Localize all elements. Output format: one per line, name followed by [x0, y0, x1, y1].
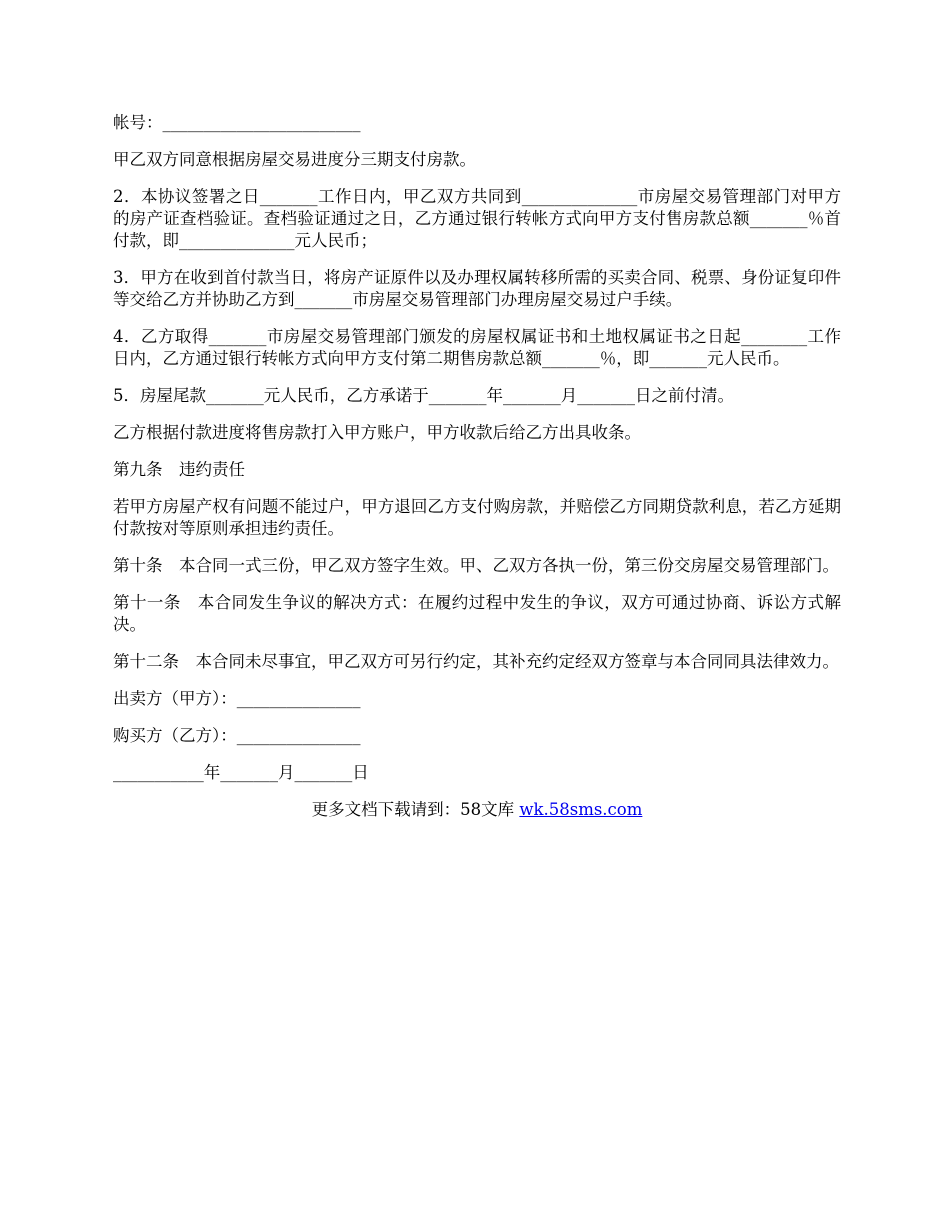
footer-link[interactable]: wk.58sms.com [519, 800, 643, 819]
clause-4-paragraph: 4．乙方取得_______市房屋交易管理部门颁发的房屋权属证书和土地权属证书之日起________工作日内，乙方通过银行转帐方式向甲方支付第二期售房款总额_______％，即_______元人民币。 [113, 327, 841, 368]
payment-schedule-intro: 甲乙双方同意根据房屋交易进度分三期支付房款。 [113, 150, 476, 169]
clause-2-paragraph: 2．本协议签署之日_______工作日内，甲乙双方共同到______________市房屋交易管理部门对甲方的房产证查档验证。查档验证通过之日，乙方通过银行转帐方式向甲方支付售房款总额_______％首付款，即______________元人民币； [113, 187, 841, 250]
buyer-signature-line: 购买方（乙方）：_______________ [113, 726, 361, 745]
article-9-paragraph: 若甲方房屋产权有问题不能过户，甲方退回乙方支付购房款，并赔偿乙方同期贷款利息，若乙方延期付款按对等原则承担违约责任。 [113, 497, 841, 538]
article-9-heading: 第九条 违约责任 [113, 460, 245, 479]
footer [113, 799, 841, 821]
article-12-paragraph: 第十二条 本合同未尽事宜，甲乙双方可另行约定，其补充约定经双方签章与本合同同具法律效力。 [113, 652, 839, 671]
footer-text: 更多文档下载请到：58文库 [311, 800, 520, 819]
date-line: ___________年_______月_______日 [113, 763, 369, 782]
article-10-paragraph: 第十条 本合同一式三份，甲乙双方签字生效。甲、乙双方各执一份，第三份交房屋交易管理部门。 [113, 556, 839, 575]
payment-receipt-paragraph: 乙方根据付款进度将售房款打入甲方账户，甲方收款后给乙方出具收条。 [113, 423, 641, 442]
article-11-paragraph: 第十一条 本合同发生争议的解决方式：在履约过程中发生的争议，双方可通过协商、诉讼方式解决。 [113, 593, 841, 634]
account-line: 帐号：________________________ [113, 113, 361, 132]
clause-3-paragraph: 3．甲方在收到首付款当日，将房产证原件以及办理权属转移所需的买卖合同、税票、身份证复印件等交给乙方并协助乙方到_______市房屋交易管理部门办理房屋交易过户手续。 [113, 268, 841, 309]
document-page [113, 112, 841, 821]
clause-5-paragraph: 5．房屋尾款_______元人民币，乙方承诺于_______年_______月_______日之前付清。 [113, 386, 734, 405]
seller-signature-line: 出卖方（甲方）：_______________ [113, 689, 361, 708]
